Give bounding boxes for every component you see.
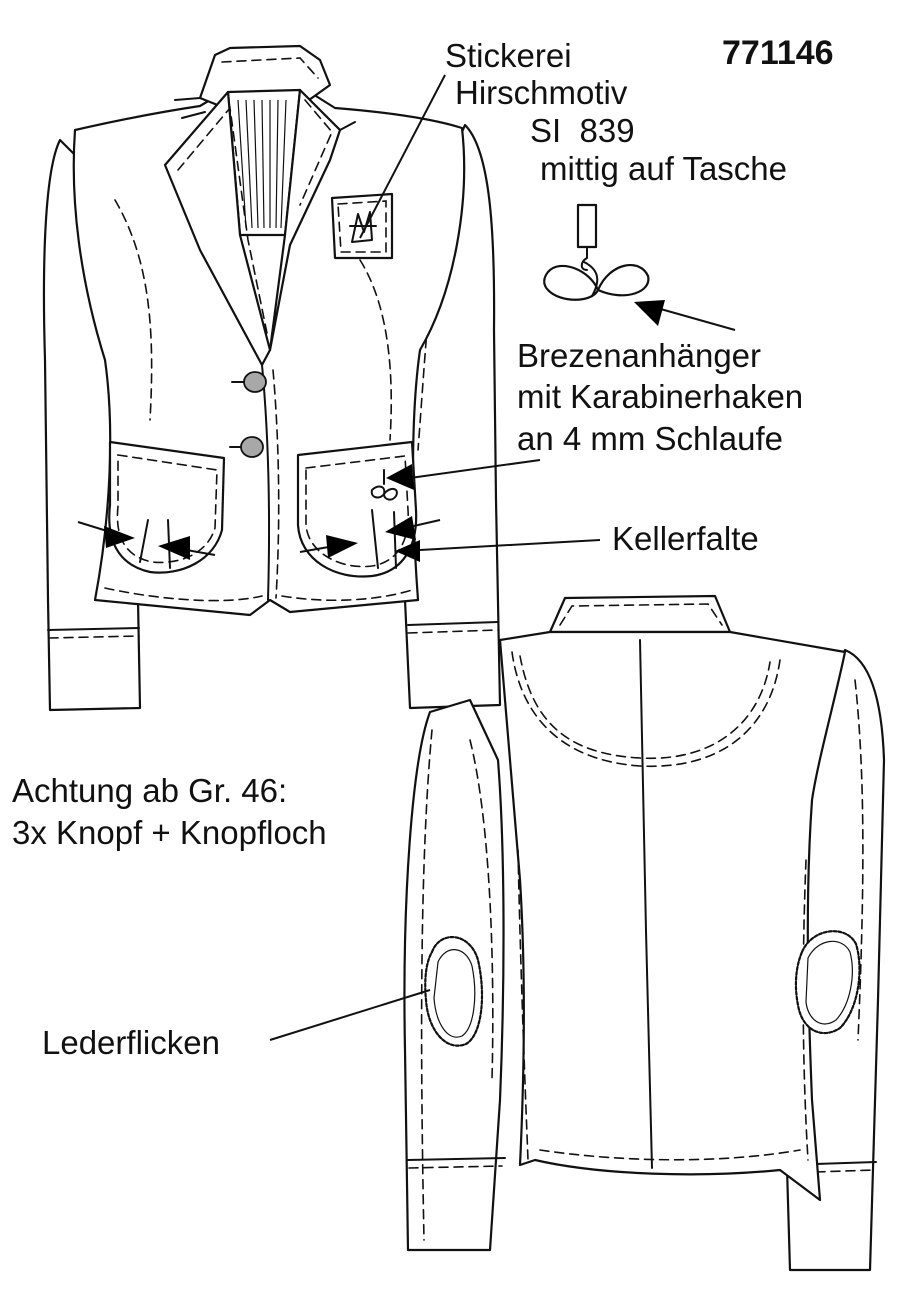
- article-number: 771146: [722, 34, 834, 72]
- embroidery-label-line-1: Stickerei: [445, 37, 572, 74]
- jacket-button: [241, 437, 263, 457]
- left-leather-patch: [425, 937, 482, 1046]
- size-note-line-2: 3x Knopf + Knopfloch: [12, 814, 327, 851]
- pendant-label-line-1: Brezenanhänger: [517, 337, 762, 374]
- jacket-button: [244, 372, 266, 392]
- pretzel-pendant-detail-icon: [544, 205, 648, 300]
- pendant-label-line-3: an 4 mm Schlaufe: [517, 420, 783, 457]
- embroidery-label-line-2: Hirschmotiv: [455, 74, 628, 111]
- embroidery-label-line-3: SI 839: [530, 112, 635, 149]
- jacket-front-view: [44, 46, 500, 710]
- size-note-line-1: Achtung ab Gr. 46:: [12, 772, 288, 809]
- leather-patch-label: Lederflicken: [42, 1024, 220, 1061]
- pendant-label-line-2: mit Karabinerhaken: [517, 378, 804, 415]
- embroidery-label-line-4: mittig auf Tasche: [540, 150, 788, 187]
- pleat-label: Kellerfalte: [612, 520, 759, 557]
- back-body: [500, 632, 845, 1200]
- back-collar: [550, 596, 730, 632]
